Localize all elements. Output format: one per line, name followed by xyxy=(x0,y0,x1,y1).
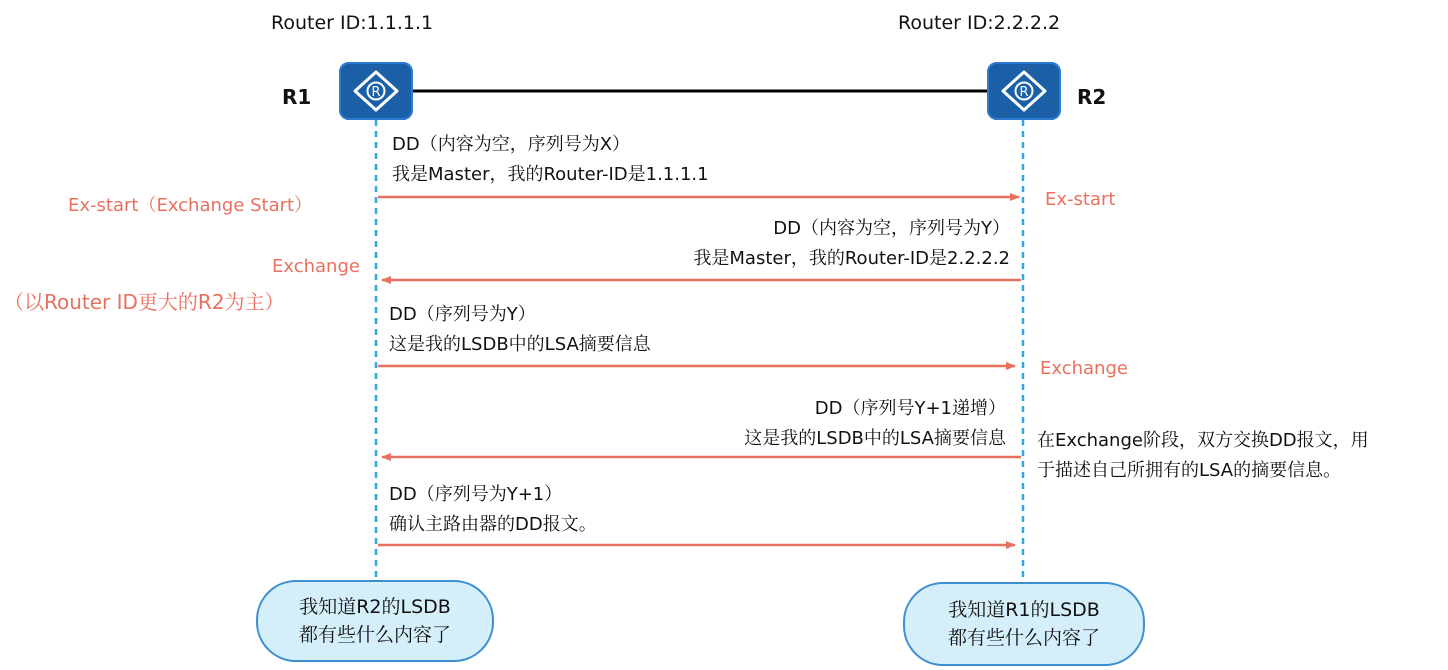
svg-text:R: R xyxy=(371,85,381,100)
exchange-note xyxy=(1037,426,1369,486)
r1-router xyxy=(339,62,413,120)
r2-name: R2 xyxy=(1077,85,1107,109)
r2-state-exchange: Exchange xyxy=(1040,358,1128,379)
r2-thought-bubble xyxy=(903,582,1145,666)
message-2-line1: DD（内容为空，序列号为Y） xyxy=(773,218,1010,239)
message-5-line2: 确认主路由器的DD报文。 xyxy=(389,514,597,535)
router-icon xyxy=(339,62,413,120)
exchange-note-line1: 在Exchange阶段，双方交换DD报文，用 xyxy=(1037,430,1369,451)
message-1-line2: 我是Master，我的Router-ID是1.1.1.1 xyxy=(392,164,709,185)
r2-bubble-line2: 都有些什么内容了 xyxy=(947,627,1100,649)
r1-bubble-line1: 我知道R2的LSDB xyxy=(299,596,451,618)
r1-bubble-line2: 都有些什么内容了 xyxy=(298,624,451,646)
exchange-note-line2: 于描述自己所拥有的LSA的摘要信息。 xyxy=(1037,460,1342,481)
svg-text:R: R xyxy=(1019,85,1029,100)
r1-state-exchange: Exchange xyxy=(272,256,360,277)
message-2 xyxy=(693,214,1010,274)
message-1 xyxy=(392,130,709,190)
message-3-line2: 这是我的LSDB中的LSA摘要信息 xyxy=(389,334,651,355)
message-3-line1: DD（序列号为Y） xyxy=(389,304,536,325)
message-4-line2: 这是我的LSDB中的LSA摘要信息 xyxy=(744,428,1006,449)
message-3 xyxy=(389,300,651,360)
message-5 xyxy=(389,480,597,540)
r1-name: R1 xyxy=(282,85,312,109)
r2-router xyxy=(987,62,1061,120)
message-5-line1: DD（序列号为Y+1） xyxy=(389,484,563,505)
r2-state-exstart: Ex-start xyxy=(1045,189,1116,210)
r1-state-exstart: Ex-start（Exchange Start） xyxy=(68,195,313,216)
router-icon xyxy=(987,62,1061,120)
r1-thought-bubble xyxy=(256,580,494,662)
r2-router-id: Router ID:2.2.2.2 xyxy=(898,12,1061,34)
r1-router-id: Router ID:1.1.1.1 xyxy=(271,12,434,34)
message-4 xyxy=(744,394,1006,454)
message-1-line1: DD（内容为空，序列号为X） xyxy=(392,134,631,155)
message-2-line2: 我是Master，我的Router-ID是2.2.2.2 xyxy=(693,248,1010,269)
r2-bubble-line1: 我知道R1的LSDB xyxy=(948,599,1100,621)
message-4-line1: DD（序列号Y+1递增） xyxy=(814,398,1006,419)
r1-exchange-note: （以Router ID更大的R2为主） xyxy=(4,290,285,314)
